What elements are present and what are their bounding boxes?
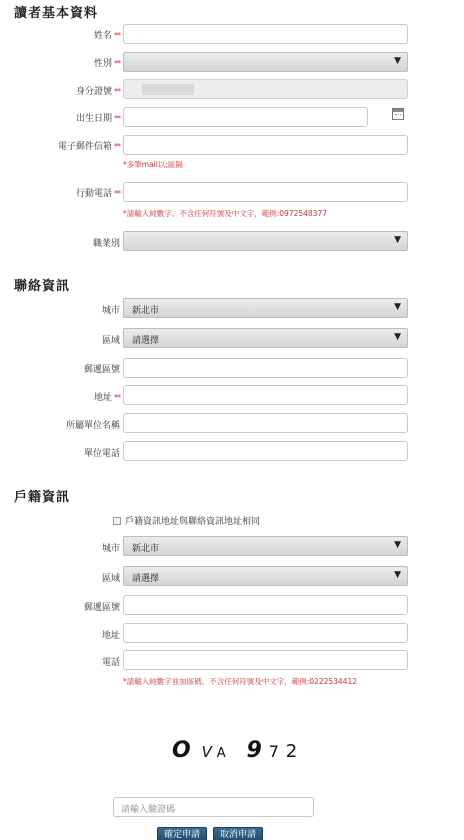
contact-city-value: 新北市: [132, 306, 160, 316]
chevron-down-icon: ▼: [394, 540, 401, 550]
org-input[interactable]: [123, 413, 408, 433]
captcha-char: 9: [246, 738, 262, 763]
chevron-down-icon: ▼: [394, 302, 401, 312]
household-phone-label: 電話: [101, 658, 120, 668]
mobile-label: 行動電話 **: [75, 189, 120, 199]
chevron-down-icon: ▼: [394, 332, 401, 342]
birthday-input[interactable]: [123, 107, 368, 127]
household-district-value: 請選擇: [132, 574, 160, 584]
section-title-household: 戶籍資訊: [14, 490, 71, 505]
captcha-char: 7: [268, 742, 279, 761]
household-address-label: 地址: [101, 631, 120, 641]
gender-label: 性別 **: [93, 59, 120, 69]
submit-button[interactable]: 確定申請: [157, 827, 207, 840]
email-label: 電子郵件信箱 **: [57, 142, 120, 152]
captcha-char: 2: [285, 741, 298, 762]
org-phone-input[interactable]: [123, 441, 408, 461]
name-label: 姓名 **: [93, 31, 120, 41]
household-zip-label: 郵遞區號: [83, 603, 120, 613]
job-label: 職業別: [92, 239, 120, 249]
household-district-select[interactable]: [123, 566, 408, 586]
household-address-input[interactable]: [123, 623, 408, 643]
name-input[interactable]: [123, 24, 408, 44]
contact-district-select[interactable]: [123, 328, 408, 348]
job-select[interactable]: [123, 231, 408, 251]
section-title-contact: 聯絡資訊: [14, 279, 71, 294]
mobile-input[interactable]: [123, 182, 408, 202]
contact-district-value: 請選擇: [132, 336, 160, 346]
captcha-input[interactable]: [113, 797, 314, 817]
mobile-hint: *請輸入純數字、不含任何符號及中文字，範例:0972548377: [123, 209, 327, 218]
calendar-icon[interactable]: [392, 108, 404, 120]
captcha-char: A: [216, 746, 226, 761]
masked-id-value: [142, 84, 194, 95]
section-title-reader: 讀者基本資料: [14, 6, 99, 21]
captcha-image: [172, 738, 305, 763]
captcha-placeholder: 請輸入驗證碼: [121, 805, 176, 815]
email-hint: *多筆mail以;區隔: [123, 160, 183, 169]
contact-city-label: 城市: [101, 306, 120, 316]
org-phone-label: 單位電話: [83, 449, 120, 459]
birthday-label: 出生日期 **: [75, 114, 120, 124]
contact-district-label: 區域: [101, 336, 120, 346]
household-zip-input[interactable]: [123, 595, 408, 615]
cancel-button[interactable]: 取消申請: [213, 827, 263, 840]
contact-address-label: 地址 **: [93, 393, 120, 403]
contact-city-select[interactable]: [123, 298, 408, 318]
captcha-char: V: [201, 743, 212, 761]
id-label: 身分證號 **: [75, 87, 120, 97]
chevron-down-icon: ▼: [394, 56, 401, 66]
same-address-label: 戶籍資訊地址與聯絡資訊地址相同: [125, 517, 261, 527]
contact-zip-label: 郵遞區號: [83, 365, 120, 375]
household-city-select[interactable]: [123, 536, 408, 556]
email-input[interactable]: [123, 135, 408, 155]
household-phone-input[interactable]: [123, 650, 408, 670]
household-district-label: 區域: [101, 574, 120, 584]
household-phone-hint: *請輸入純數字並加區碼、不含任何符號及中文字，範例:0222534412: [123, 677, 357, 686]
captcha-char: O: [172, 738, 191, 763]
household-city-value: 新北市: [132, 544, 160, 554]
org-label: 所屬單位名稱: [65, 421, 120, 431]
household-city-label: 城市: [101, 544, 120, 554]
chevron-down-icon: ▼: [394, 235, 401, 245]
gender-select[interactable]: [123, 52, 408, 72]
same-address-checkbox[interactable]: [113, 517, 121, 525]
contact-address-input[interactable]: [123, 385, 408, 405]
same-address-option[interactable]: [113, 514, 260, 527]
id-input: [123, 79, 408, 99]
contact-zip-input[interactable]: [123, 358, 408, 378]
chevron-down-icon: ▼: [394, 570, 401, 580]
